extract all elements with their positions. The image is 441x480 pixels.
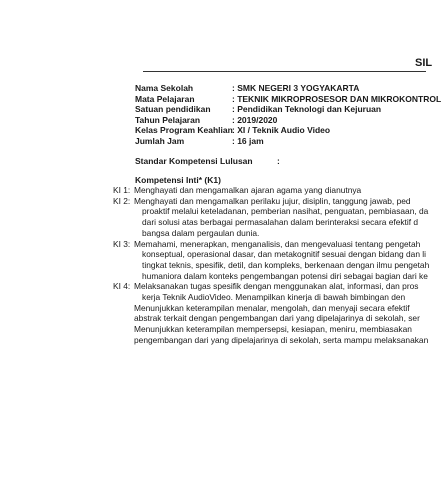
ki-item — [113, 195, 429, 239]
ki-line: Melaksanakan tugas spesifik dengan menggunakan alat, informasi, dan pros — [134, 281, 419, 292]
identity-row-unit — [135, 104, 441, 115]
ki-line: kerja Teknik AudioVideo. Menampilkan kinerja di bawah bimbingan den — [142, 292, 406, 303]
identity-key: Satuan pendidikan — [135, 104, 211, 115]
ki-line: Menunjukkan keterampilan mempersepsi, kesiapan, meniru, membiasakan — [134, 324, 412, 335]
ki-number: KI 1: — [113, 185, 131, 195]
document-title: SIL — [415, 57, 433, 69]
identity-key: Mata Pelajaran — [135, 93, 195, 104]
ki-line: konseptual, operasional dasar, dan metakognitif sesuai dengan bidang dan li — [142, 249, 427, 260]
identity-table — [135, 83, 441, 147]
page-header — [0, 0, 433, 72]
ki-line: Menghayati dan mengamalkan ajaran agama yang dianutnya — [134, 185, 362, 195]
ki-number: KI 3: — [113, 238, 131, 249]
standar-heading — [135, 156, 280, 166]
ki-item — [113, 185, 426, 196]
identity-key: Jumlah Jam — [135, 135, 185, 146]
ki-line: pengembangan dari yang dipelajarinya di sekolah, serta mampu melaksanakan — [134, 334, 429, 345]
standar-label: Standar Kompetensi Lulusan — [135, 156, 253, 166]
ki-line: Menunjukkan keterampilan menalar, mengolah, dan menyaji secara efektif — [134, 302, 410, 313]
identity-value: : TEKNIK MIKROPROSESOR DAN MIKROKONTROL — [232, 93, 441, 104]
standar-colon: : — [276, 156, 280, 166]
identity-value: : SMK NEGERI 3 YOGYAKARTA — [232, 83, 360, 93]
kompetensi-heading: Kompetensi Inti* (K1) — [135, 175, 221, 185]
ki-number: KI 4: — [113, 281, 131, 292]
identity-row-year — [135, 115, 441, 126]
identity-value: : Pendidikan Teknologi dan Kejuruan — [232, 104, 382, 115]
identity-row-hours — [135, 136, 441, 147]
ki-line: bangsa dalam pergaulan dunia. — [142, 227, 260, 238]
header-rule — [143, 71, 426, 72]
identity-row-subject — [135, 94, 441, 105]
ki-line: proaktif melalui keteladanan, pemberian nasihat, penguatan, pembiasaan, da — [142, 206, 429, 217]
identity-value: : 2019/2020 — [232, 114, 278, 125]
identity-row-class — [135, 125, 441, 136]
ki-line: Memahami, menerapkan, menganalisis, dan mengevaluasi tentang pengetah — [134, 238, 421, 249]
identity-row-school — [135, 83, 441, 94]
ki-line: humaniora dalam konteks pengembangan potensi diri sebagai bagian dari ke — [142, 270, 428, 281]
identity-key: Tahun Pelajaran — [135, 114, 201, 125]
ki-number: KI 2: — [113, 195, 131, 206]
ki-item — [113, 238, 430, 282]
identity-value: : 16 jam — [232, 135, 264, 146]
ki-line: dari solusi atas berbagai permasalahan dalam berinteraksi secara efektif d — [142, 217, 419, 228]
ki-list — [113, 185, 430, 346]
identity-key: Nama Sekolah — [135, 83, 194, 93]
ki-line: abstrak terkait dengan pengembangan dari yang dipelajarinya di sekolah, ser — [134, 313, 420, 324]
ki-line: Menghayati dan mengamalkan perilaku jujur, disiplin, tanggung jawab, ped — [134, 195, 411, 206]
ki-item — [113, 281, 429, 345]
ki-line: tingkat teknis, spesifik, detil, dan kompleks, berkenaan dengan ilmu pengetah — [142, 259, 430, 270]
identity-key: Kelas Program Keahlian — [135, 125, 233, 136]
identity-value: : XI / Teknik Audio Video — [232, 125, 331, 136]
